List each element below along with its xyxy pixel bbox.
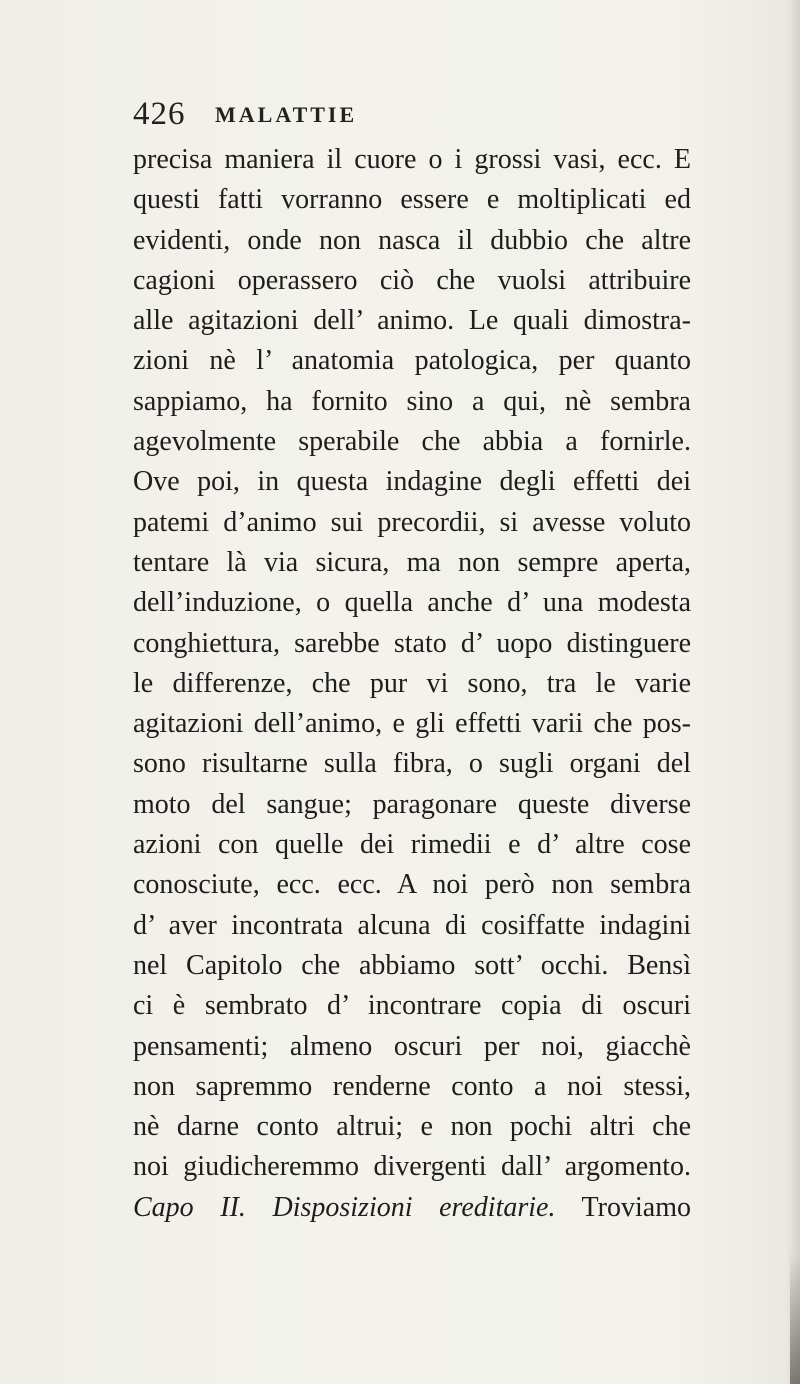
page-number: 426: [133, 96, 186, 132]
text-line: moto del sangue; paragonare queste diverse: [133, 788, 691, 820]
chapter-title: Capo II. Disposizioni ereditarie.: [133, 1191, 556, 1223]
binding-edge-mark: [790, 1254, 800, 1384]
text-line: patemi d’animo sui precordii, si avesse voluto: [133, 506, 691, 538]
text-line-chapter-heading: [133, 1188, 691, 1228]
text-line: nel Capitolo che abbiamo sott’ occhi. Bensì: [133, 949, 691, 981]
text-line: cagioni operassero ciò che vuolsi attribuire: [133, 264, 691, 296]
text-line: ci è sembrato d’ incontrare copia di oscuri: [133, 990, 691, 1022]
page-edge-shadow: [786, 0, 800, 1384]
running-head: [133, 96, 693, 136]
text-line: non sapremmo renderne conto a noi stessi,: [133, 1070, 691, 1102]
text-line: pensamenti; almeno oscuri per noi, giacchè: [133, 1030, 691, 1062]
text-line: nè darne conto altrui; e non pochi altri che: [133, 1111, 691, 1143]
text-line: evidenti, onde non nasca il dubbio che altre: [133, 224, 691, 256]
text-line: alle agitazioni dell’ animo. Le quali dimostra-: [133, 305, 691, 337]
text-line: precisa maniera il cuore o i grossi vasi, ecc. E: [133, 144, 691, 175]
text-line: azioni con quelle dei rimedii e d’ altre cose: [133, 829, 691, 861]
running-title: MALATTIE: [215, 102, 358, 127]
text-line: conosciute, ecc. ecc. A noi però non sembra: [133, 869, 691, 901]
text-line: agevolmente sperabile che abbia a fornirle.: [133, 426, 691, 458]
text-line: sappiamo, ha fornito sino a qui, nè sembra: [133, 385, 691, 417]
text-line: sono risultarne sulla fibra, o sugli organi del: [133, 748, 691, 780]
text-line: conghiettura, sarebbe stato d’ uopo distinguere: [133, 627, 691, 659]
text-line: agitazioni dell’animo, e gli effetti varii che pos-: [133, 708, 691, 740]
text-line: questi fatti vorranno essere e moltiplicati ed: [133, 184, 691, 216]
text-line: dell’induzione, o quella anche d’ una modesta: [133, 587, 691, 619]
text-line: Ove poi, in questa indagine degli effetti dei: [133, 466, 691, 498]
text-line: noi giudicheremmo divergenti dall’ argomento.: [133, 1151, 691, 1183]
text-line: tentare là via sicura, ma non sempre aperta,: [133, 546, 691, 578]
body-text: [133, 140, 691, 1228]
text-line: d’ aver incontrata alcuna di cosiffatte indagini: [133, 909, 691, 941]
text-line: le differenze, che pur vi sono, tra le varie: [133, 667, 691, 699]
continuation-text: Troviamo: [555, 1191, 691, 1223]
text-line: zioni nè l’ anatomia patologica, per quanto: [133, 345, 691, 377]
